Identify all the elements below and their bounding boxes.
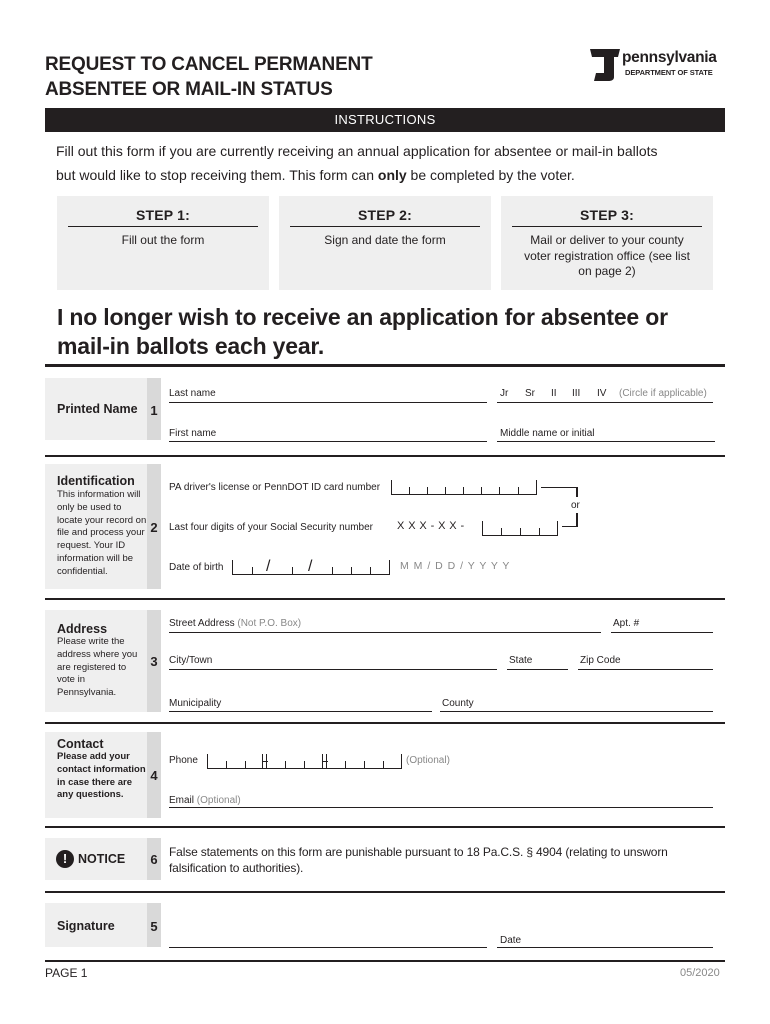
section-divider	[45, 722, 725, 724]
footer-divider	[45, 960, 725, 962]
logo-name: pennsylvania	[622, 49, 717, 66]
date-field[interactable]	[497, 947, 713, 948]
dob-format: M M / D D / Y Y Y Y	[400, 560, 511, 572]
identification-label: Identification	[57, 474, 135, 488]
contact-label: Contact	[57, 737, 104, 751]
ssn-mask: X X X - X X -	[397, 520, 465, 532]
identification-note: This information will only be used to locate your record on file and process your request. Your ID information will be confidential.	[57, 489, 147, 577]
page-number: PAGE 1	[45, 966, 88, 980]
first-name-label: First name	[169, 428, 217, 439]
apt-field[interactable]	[611, 632, 713, 633]
last-name-label: Last name	[169, 388, 216, 399]
county-label: County	[442, 698, 474, 709]
notice-label: NOTICE	[78, 852, 126, 866]
section-divider	[45, 598, 725, 600]
apt-label: Apt. #	[613, 618, 640, 629]
circle-note: (Circle if applicable)	[619, 388, 707, 399]
instructions-text: Fill out this form if you are currently receiving an annual application for absentee or mail-in ballots but would like to stop receiving them. This form can only be completed by the voter.	[56, 143, 658, 183]
city-label: City/Town	[169, 655, 213, 666]
section-divider	[45, 891, 725, 893]
ssn-label: Last four digits of your Social Security number	[169, 522, 373, 533]
first-name-field[interactable]	[169, 441, 487, 442]
suffix-line	[497, 402, 713, 403]
form-version: 05/2020	[680, 967, 720, 979]
last-name-field[interactable]	[169, 402, 487, 403]
zip-field[interactable]	[578, 669, 713, 670]
section-number-5: 5	[150, 919, 158, 934]
address-note: Please write the address where you are registered to vote in Pennsylvania.	[57, 636, 138, 699]
drivers-license-field[interactable]	[391, 478, 537, 495]
pennsylvania-logo	[588, 47, 728, 83]
logo-department: DEPARTMENT OF STATE	[625, 68, 713, 77]
step-2: STEP 2: Sign and date the form	[279, 196, 491, 290]
street-label: Street Address (Not P.O. Box)	[169, 618, 302, 629]
state-field[interactable]	[507, 669, 568, 670]
dob-field[interactable]: / /	[232, 558, 390, 575]
notice-text: False statements on this form are punishable pursuant to 18 Pa.C.S. § 4904 (relating to unsworn falsification to authorities).	[169, 845, 668, 875]
form-title: REQUEST TO CANCEL PERMANENT ABSENTEE OR MAIL-IN STATUS	[45, 54, 373, 100]
address-label: Address	[57, 622, 108, 636]
section-number-2: 2	[150, 520, 158, 535]
contact-note: Please add your contact information in case there are any questions.	[57, 751, 146, 801]
signature-field[interactable]	[169, 947, 487, 948]
or-label: or	[571, 500, 580, 511]
state-label: State	[509, 655, 533, 666]
headline: I no longer wish to receive an application for absentee or mail-in ballots each year.	[57, 304, 668, 359]
section-number-6: 6	[150, 852, 158, 867]
instructions-bar: INSTRUCTIONS	[45, 108, 725, 132]
phone-field[interactable]	[207, 752, 402, 769]
section-divider	[45, 455, 725, 457]
municipality-label: Municipality	[169, 698, 222, 709]
zip-label: Zip Code	[580, 655, 621, 666]
section-number-1: 1	[150, 403, 158, 418]
keystone-logo-icon	[588, 47, 622, 83]
section-number-4: 4	[150, 768, 158, 783]
dob-label: Date of birth	[169, 562, 224, 573]
signature-label: Signature	[57, 919, 115, 933]
alert-icon: !	[56, 850, 74, 868]
city-field[interactable]	[169, 669, 497, 670]
email-field[interactable]	[169, 807, 713, 808]
section-number-3: 3	[150, 654, 158, 669]
phone-label: Phone	[169, 755, 198, 766]
phone-optional: (Optional)	[406, 755, 450, 766]
county-field[interactable]	[440, 711, 713, 712]
suffix-iv[interactable]: IV	[597, 388, 607, 399]
or-bracket	[541, 487, 577, 488]
suffix-iii[interactable]: III	[572, 388, 581, 399]
middle-name-field[interactable]	[497, 441, 715, 442]
printed-name-label: Printed Name	[57, 402, 138, 416]
suffix-jr[interactable]: Jr	[500, 388, 509, 399]
step-1: STEP 1: Fill out the form	[57, 196, 269, 290]
step-3: STEP 3: Mail or deliver to your county voter registration office (see list on page 2)	[501, 196, 713, 290]
suffix-ii[interactable]: II	[551, 388, 557, 399]
street-field[interactable]	[169, 632, 601, 633]
ssn-field[interactable]	[482, 520, 558, 536]
middle-name-label: Middle name or initial	[500, 428, 595, 439]
municipality-field[interactable]	[169, 711, 432, 712]
divider	[45, 364, 725, 367]
email-label: Email (Optional)	[169, 795, 241, 806]
drivers-license-label: PA driver's license or PennDOT ID card number	[169, 482, 381, 493]
date-label: Date	[500, 935, 522, 946]
suffix-sr[interactable]: Sr	[525, 388, 535, 399]
section-divider	[45, 826, 725, 828]
